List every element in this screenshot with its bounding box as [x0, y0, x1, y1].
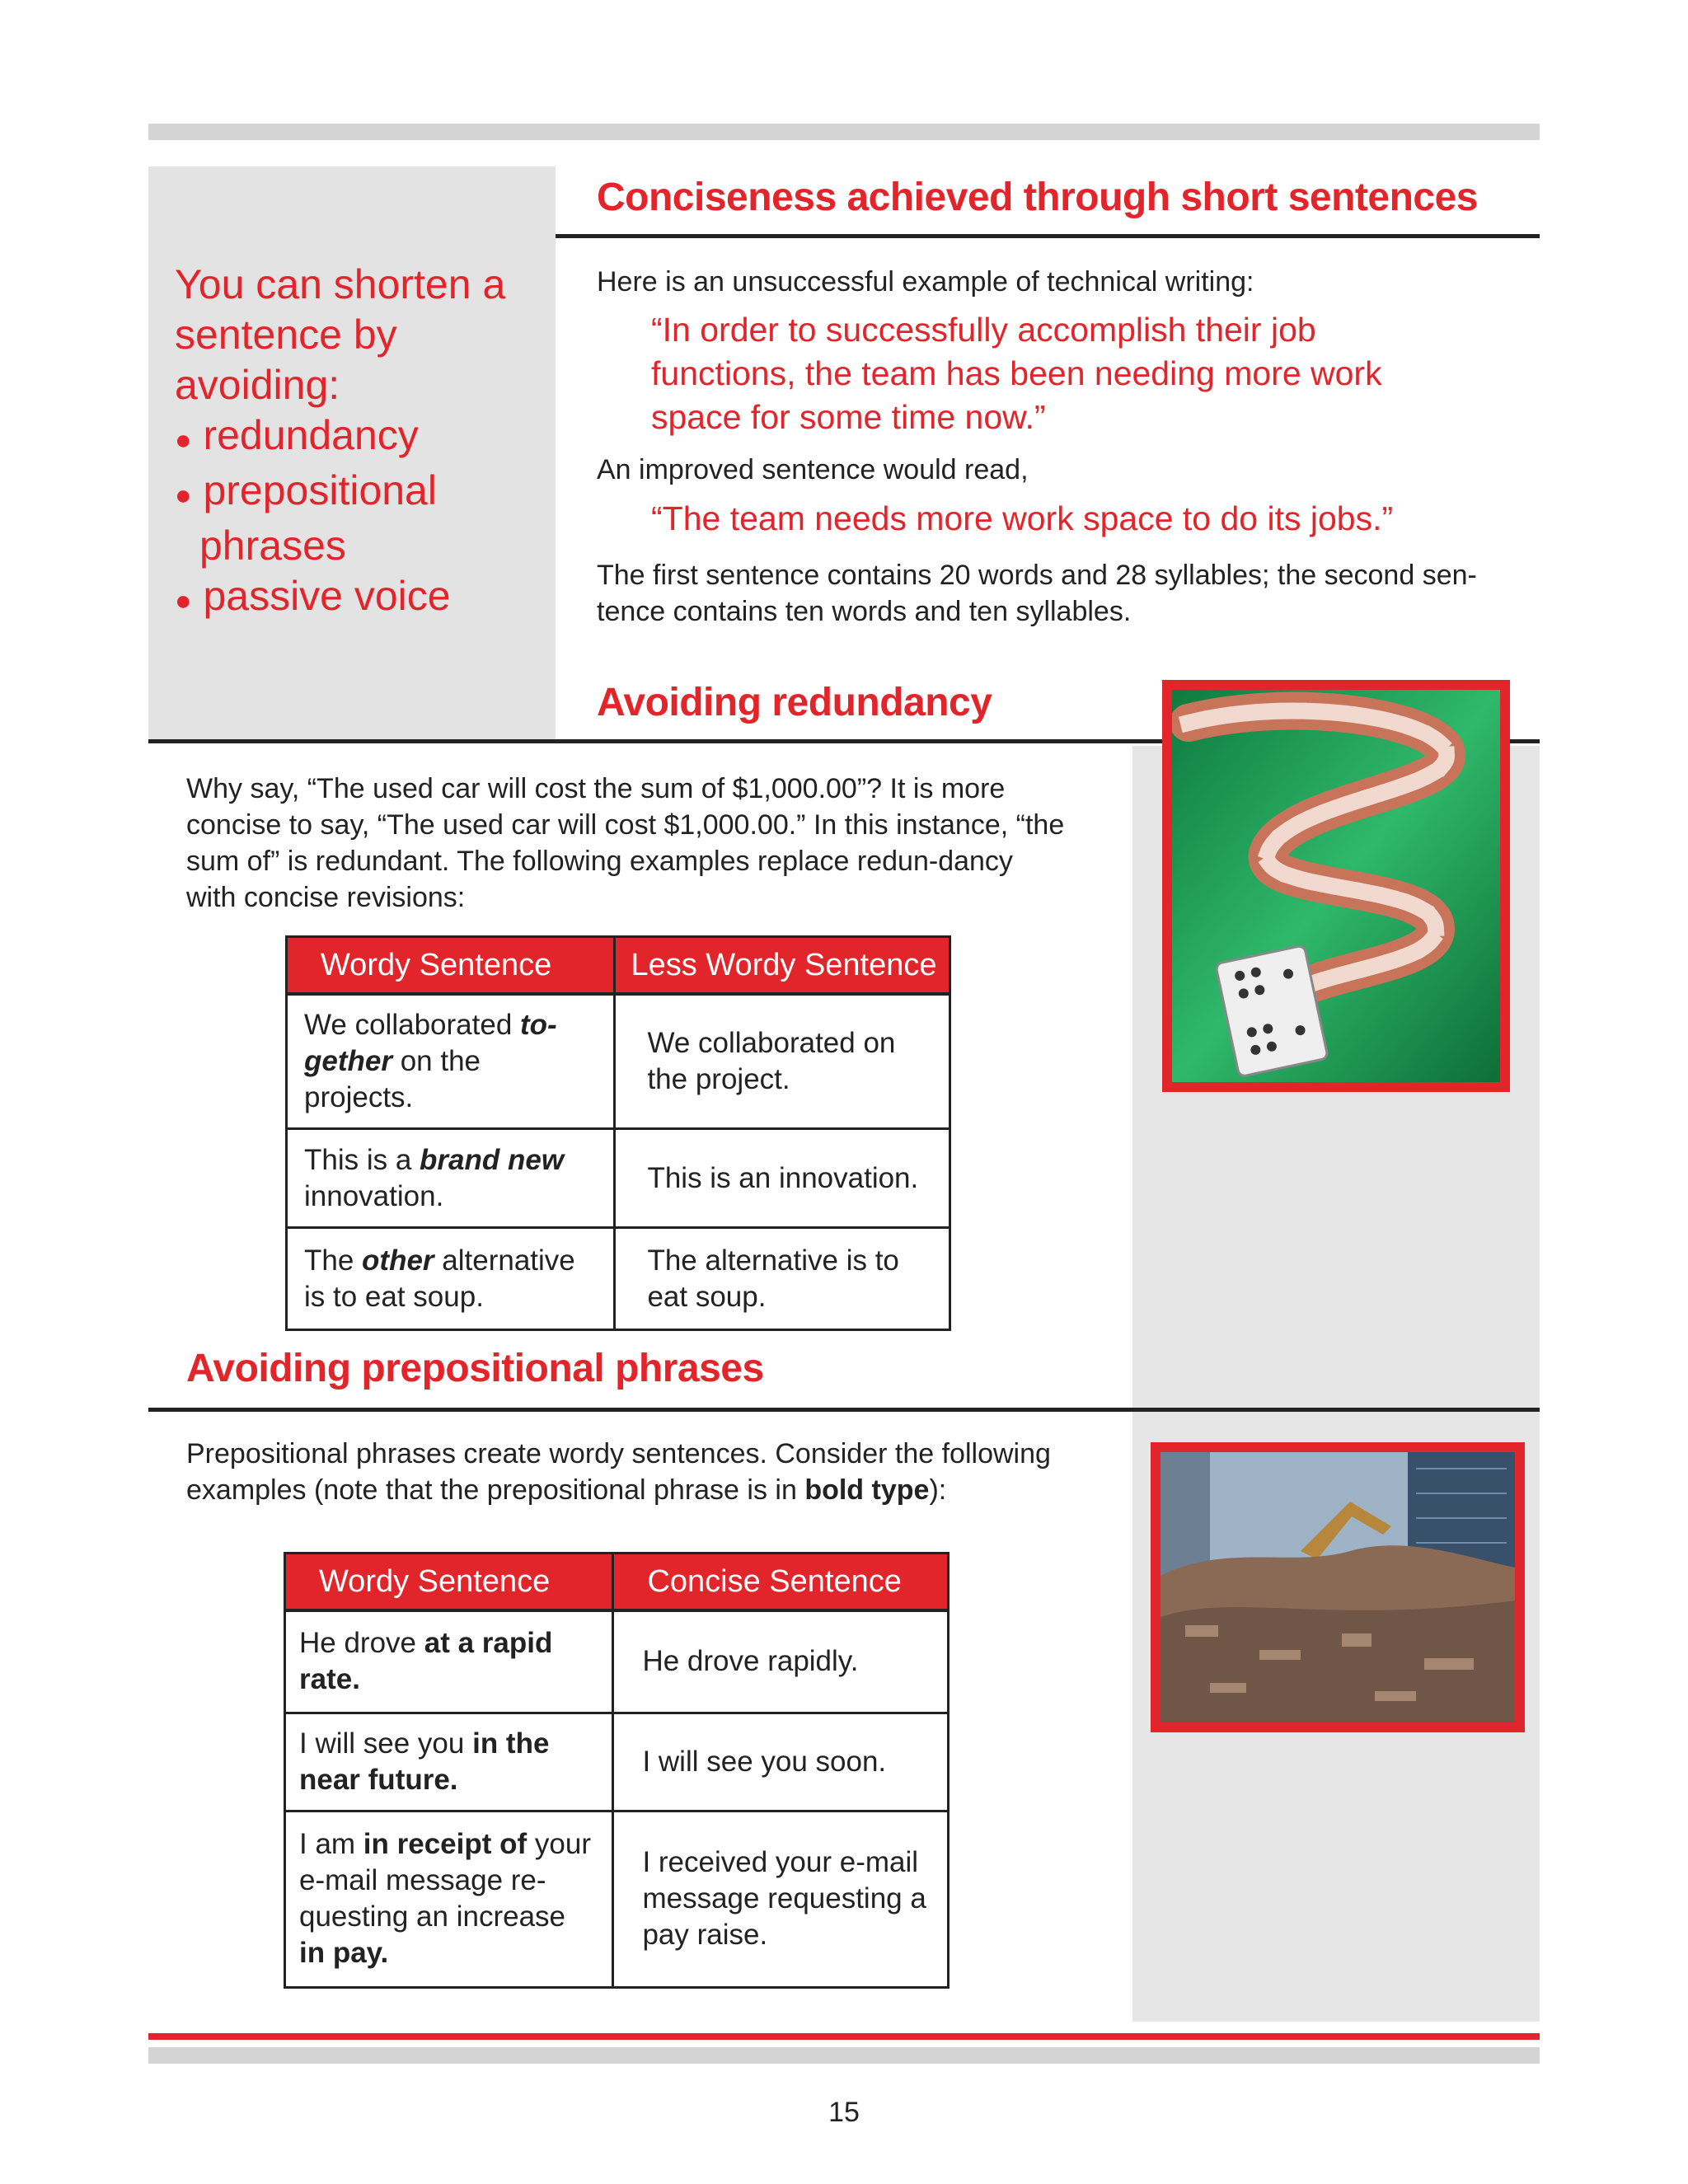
wordy-cell: We collaborated to-gether on the projects.	[287, 994, 615, 1129]
table-row	[285, 1610, 949, 1713]
bottom-red-bar	[148, 2033, 1540, 2040]
heading-rule	[148, 1408, 1540, 1412]
sidebar-bullet: ● prepositional phrases	[175, 467, 437, 569]
table-header: Wordy Sentence	[285, 1554, 613, 1611]
wordy-cell: He drove at a rapid rate.	[285, 1610, 613, 1713]
wordy-cell: This is a brand new innovation.	[287, 1129, 615, 1228]
section-intro: Prepositional phrases create wordy sentences. Consider the following examples (note that the prepositional phrase is in bold type):	[186, 1438, 1051, 1506]
concise-cell: We collaborated on the project.	[615, 994, 950, 1129]
table-header: Wordy Sentence	[287, 937, 615, 995]
example-quote: “In order to successfully accomplish their job functions, the team has been needing more work space for some time now.”	[651, 311, 1382, 436]
table-row	[285, 1811, 949, 1987]
table-header: Less Wordy Sentence	[615, 937, 950, 995]
concise-cell: The alternative is to eat soup.	[615, 1228, 950, 1330]
demolition-icon	[1160, 1452, 1515, 1722]
wordy-cell: I will see you in the near future.	[285, 1713, 613, 1811]
dominoes-photo	[1162, 680, 1510, 1092]
bottom-gray-bar	[148, 2047, 1540, 2064]
concise-cell: He drove rapidly.	[613, 1610, 949, 1713]
redundancy-table	[285, 935, 951, 1331]
wordy-cell: The other alternative is to eat soup.	[287, 1228, 615, 1330]
improved-label: An improved sentence would read,	[597, 454, 1029, 485]
wordy-cell: I am in receipt of your e-mail message re-questing an increase in pay.	[285, 1811, 613, 1987]
table-row	[285, 1713, 949, 1811]
table-row	[287, 1129, 950, 1228]
improved-quote: “The team needs more work space to do its jobs.”	[651, 499, 1394, 537]
section-summary: The first sentence contains 20 words and 28 syllables; the second sen-tence contains ten words and ten syllables.	[597, 560, 1477, 627]
concise-cell: This is an innovation.	[615, 1129, 950, 1228]
section-heading: Conciseness achieved through short sentences	[597, 176, 1478, 219]
section-heading: Avoiding prepositional phrases	[186, 1347, 764, 1390]
sidebar-bullet: ● redundancy	[175, 412, 419, 458]
concise-cell: I will see you soon.	[613, 1713, 949, 1811]
dominoes-icon	[1172, 690, 1500, 1082]
heading-rule	[556, 234, 1540, 238]
page-number: 15	[828, 2097, 860, 2128]
table-header: Concise Sentence	[613, 1554, 949, 1611]
section-intro: Here is an unsuccessful example of technical writing:	[597, 266, 1254, 298]
prepositional-table	[284, 1552, 950, 1989]
section-intro: Why say, “The used car will cost the sum of $1,000.00”? It is more concise to say, “The used car will cost $1,000.00.” In this instance, “the sum of” is redundant. The following examples replace redun-dancy with concise revisions:	[186, 773, 1065, 913]
sidebar-bullet: ● passive voice	[175, 573, 451, 619]
concise-cell: I received your e-mail message requesting a pay raise.	[613, 1811, 949, 1987]
demolition-photo	[1151, 1442, 1525, 1732]
sidebar-intro: You can shorten a sentence by avoiding:	[175, 261, 506, 408]
section-heading: Avoiding redundancy	[597, 681, 992, 724]
sidebar-callout	[175, 260, 537, 626]
table-row	[287, 1228, 950, 1330]
top-bar	[148, 124, 1540, 140]
table-row	[287, 994, 950, 1129]
